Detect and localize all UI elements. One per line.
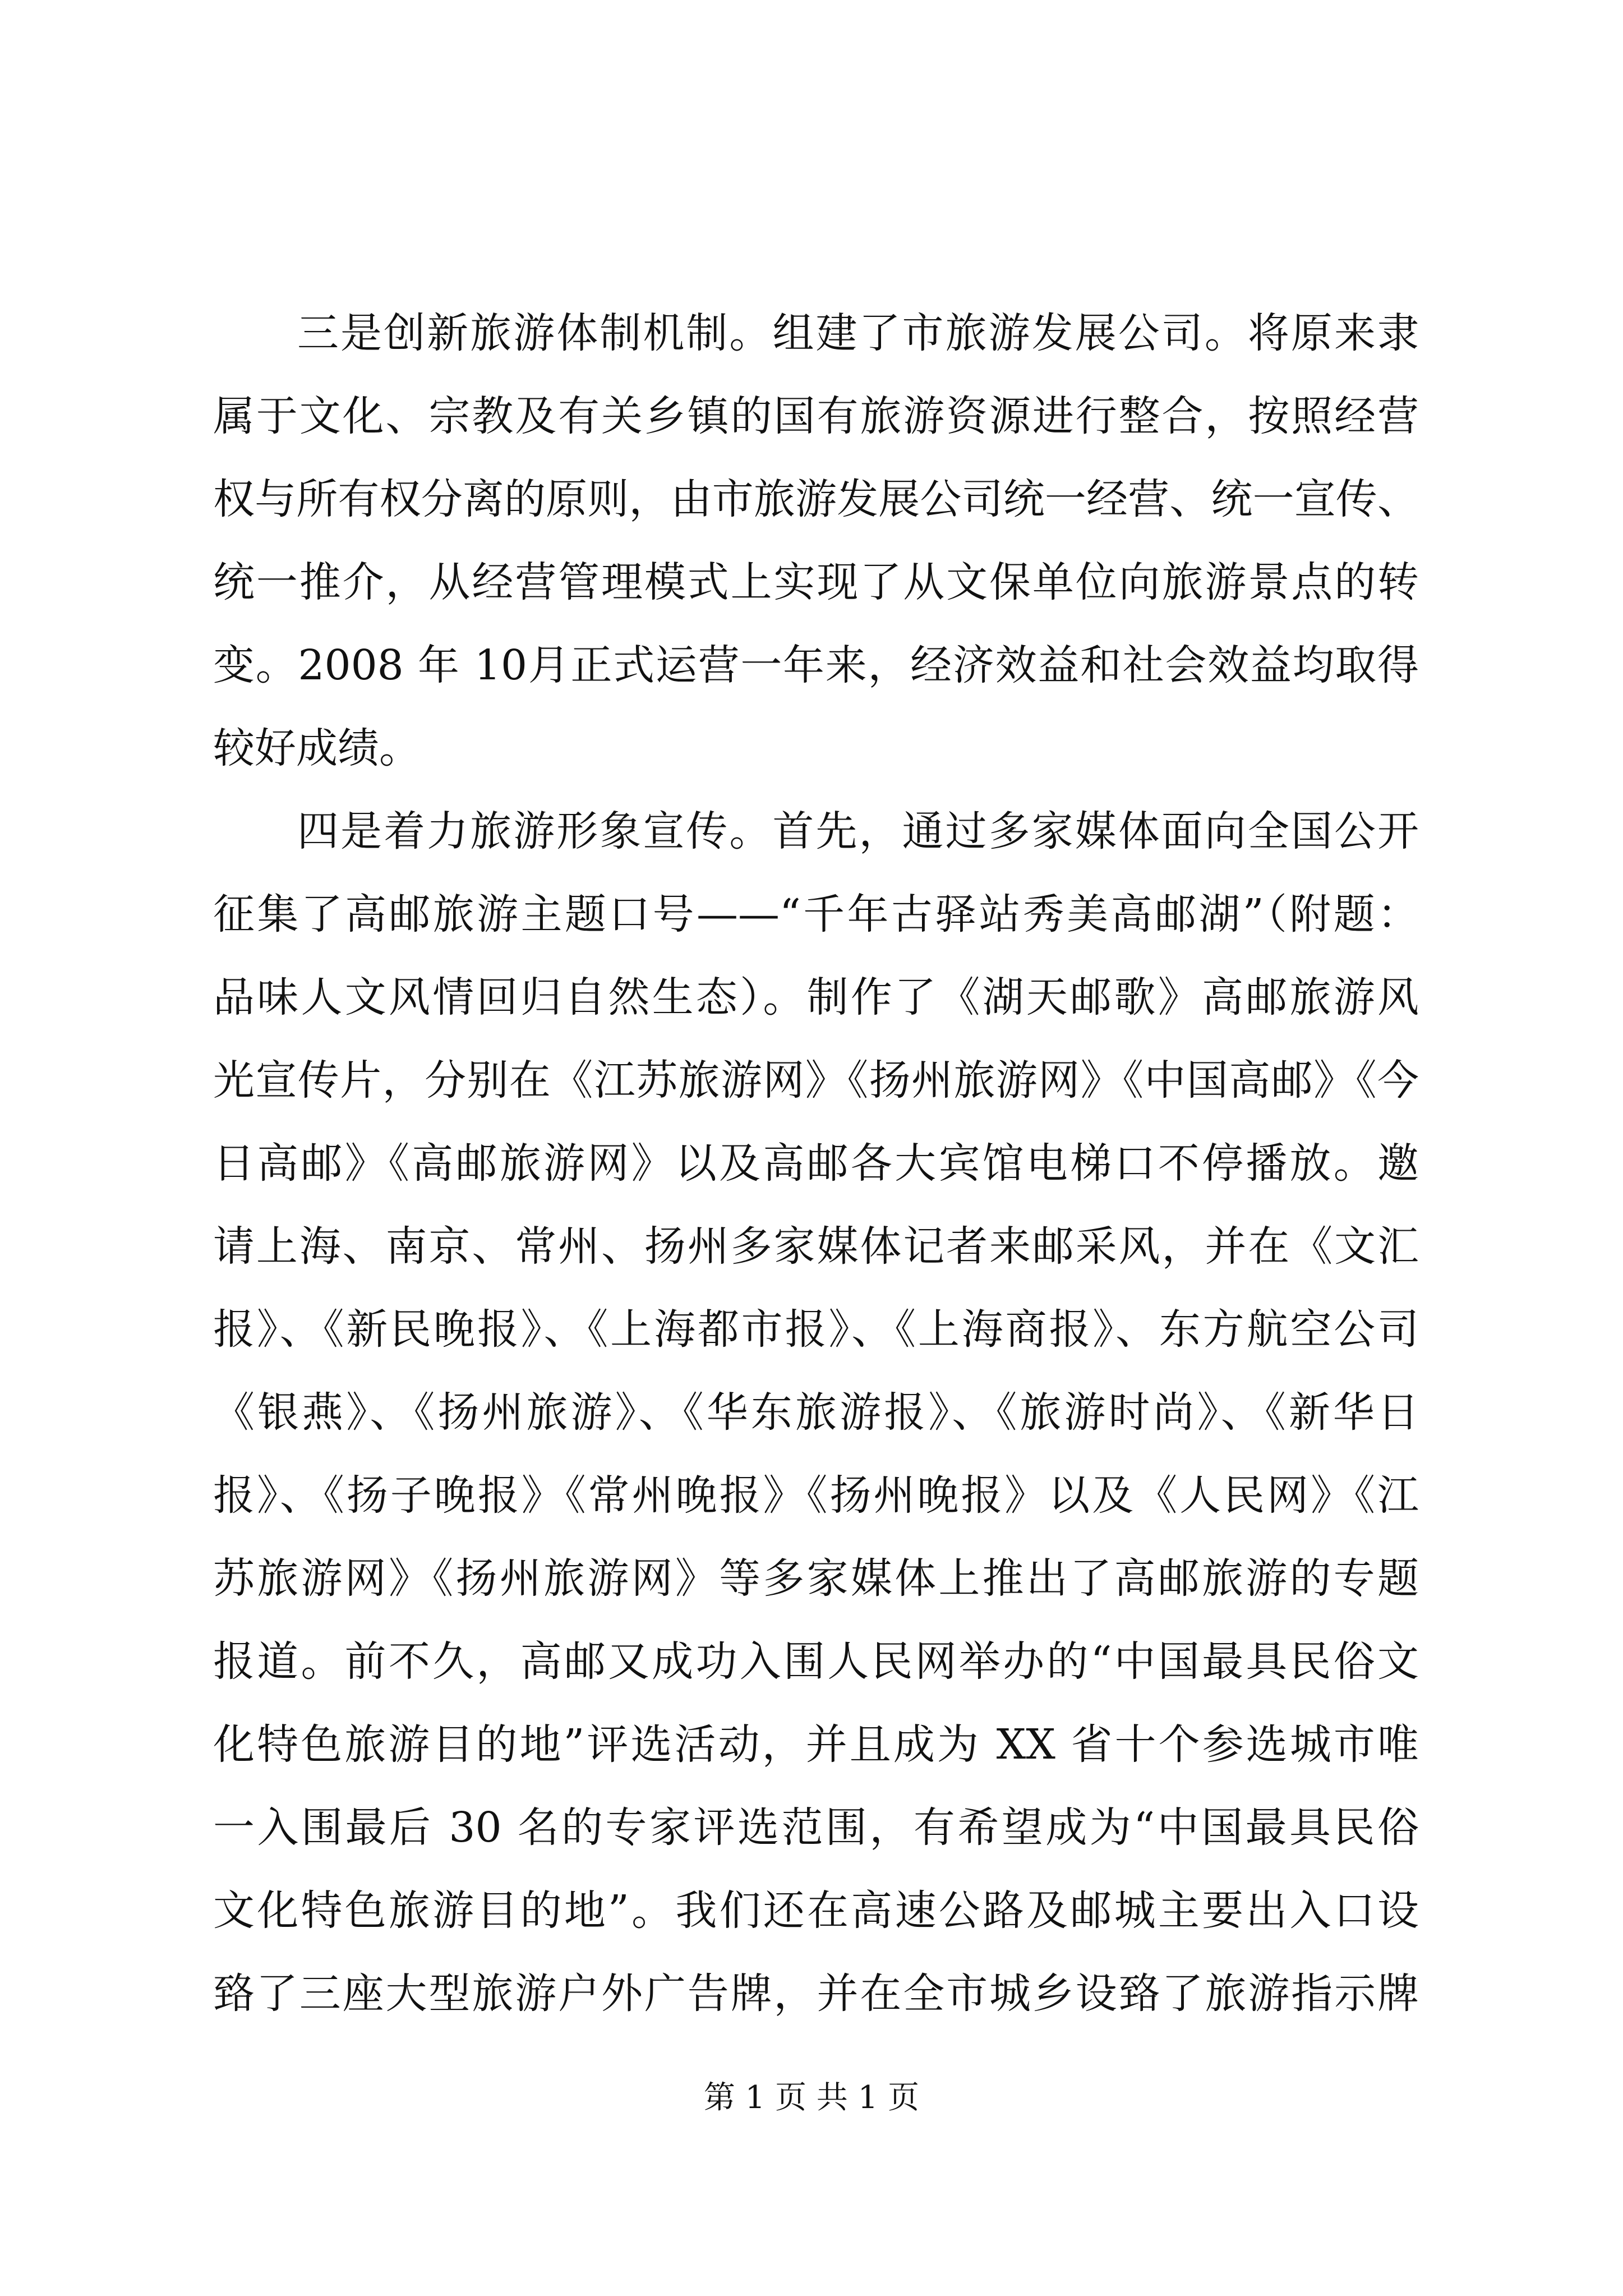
paragraph-3-line-3: 权与所有权分离的原则，由市旅游发展公司统一经营、统一宣传、 xyxy=(213,475,1419,523)
paragraph-4-line-12: 化特色旅游目的地”评选活动，并且成为 XX 省十个参选城市唯 xyxy=(213,1720,1419,1769)
paragraph-3-line-4: 统一推介，从经营管理模式上实现了从文保单位向旅游景点的转 xyxy=(213,558,1419,606)
paragraph-3-line-5: 变。2008 年 10月正式运营一年来，经济效益和社会效益均取得 xyxy=(213,641,1419,689)
paragraph-3-line-2: 属于文化、宗教及有关乡镇的国有旅游资源进行整合，按照经营 xyxy=(213,392,1419,440)
paragraph-4-line-6: 请上海、南京、常州、扬州多家媒体记者来邮采风，并在《文汇 xyxy=(213,1222,1419,1271)
paragraph-4-line-5: 日高邮》《高邮旅游网》以及高邮各大宾馆电梯口不停播放。邀 xyxy=(213,1139,1419,1188)
paragraph-4-line-9: 报》、《扬子晚报》《常州晚报》《扬州晚报》以及《人民网》《江 xyxy=(213,1471,1419,1520)
paragraph-4-line-3: 品味人文风情回归自然生态）。制作了《湖天邮歌》高邮旅游风 xyxy=(213,973,1419,1022)
paragraph-4-line-2: 征集了高邮旅游主题口号——“千年古驿站秀美高邮湖”（附题： xyxy=(213,890,1419,938)
paragraph-4-line-7: 报》、《新民晚报》、《上海都市报》、《上海商报》、东方航空公司 xyxy=(213,1305,1419,1354)
paragraph-4-line-8: 《银燕》、《扬州旅游》、《华东旅游报》、《旅游时尚》、《新华日 xyxy=(213,1388,1419,1437)
paragraph-4-line-11: 报道。前不久，高邮又成功入围人民网举办的“中国最具民俗文 xyxy=(213,1637,1419,1686)
paragraph-4-line-1: 四是着力旅游形象宣传。首先，通过多家媒体面向全国公开 xyxy=(297,807,1419,855)
document-body xyxy=(213,292,1419,2035)
paragraph-3-line-6: 较好成绩。 xyxy=(213,724,421,772)
paragraph-4-line-4: 光宣传片，分别在《江苏旅游网》《扬州旅游网》《中国高邮》《今 xyxy=(213,1056,1419,1105)
paragraph-4-line-10: 苏旅游网》《扬州旅游网》等多家媒体上推出了高邮旅游的专题 xyxy=(213,1554,1419,1603)
paragraph-3-line-1: 三是创新旅游体制机制。组建了市旅游发展公司。将原来隶 xyxy=(297,309,1419,357)
paragraph-4-line-14: 文化特色旅游目的地”。我们还在高速公路及邮城主要出入口设 xyxy=(213,1887,1419,1935)
page-footer: 第 1 页 共 1 页 xyxy=(703,2079,920,2116)
paragraph-4-line-13: 一入围最后 30 名的专家评选范围，有希望成为“中国最具民俗 xyxy=(213,1803,1419,1852)
paragraph-4-line-15: 臵了三座大型旅游户外广告牌，并在全市城乡设臵了旅游指示牌 xyxy=(213,1970,1419,2018)
